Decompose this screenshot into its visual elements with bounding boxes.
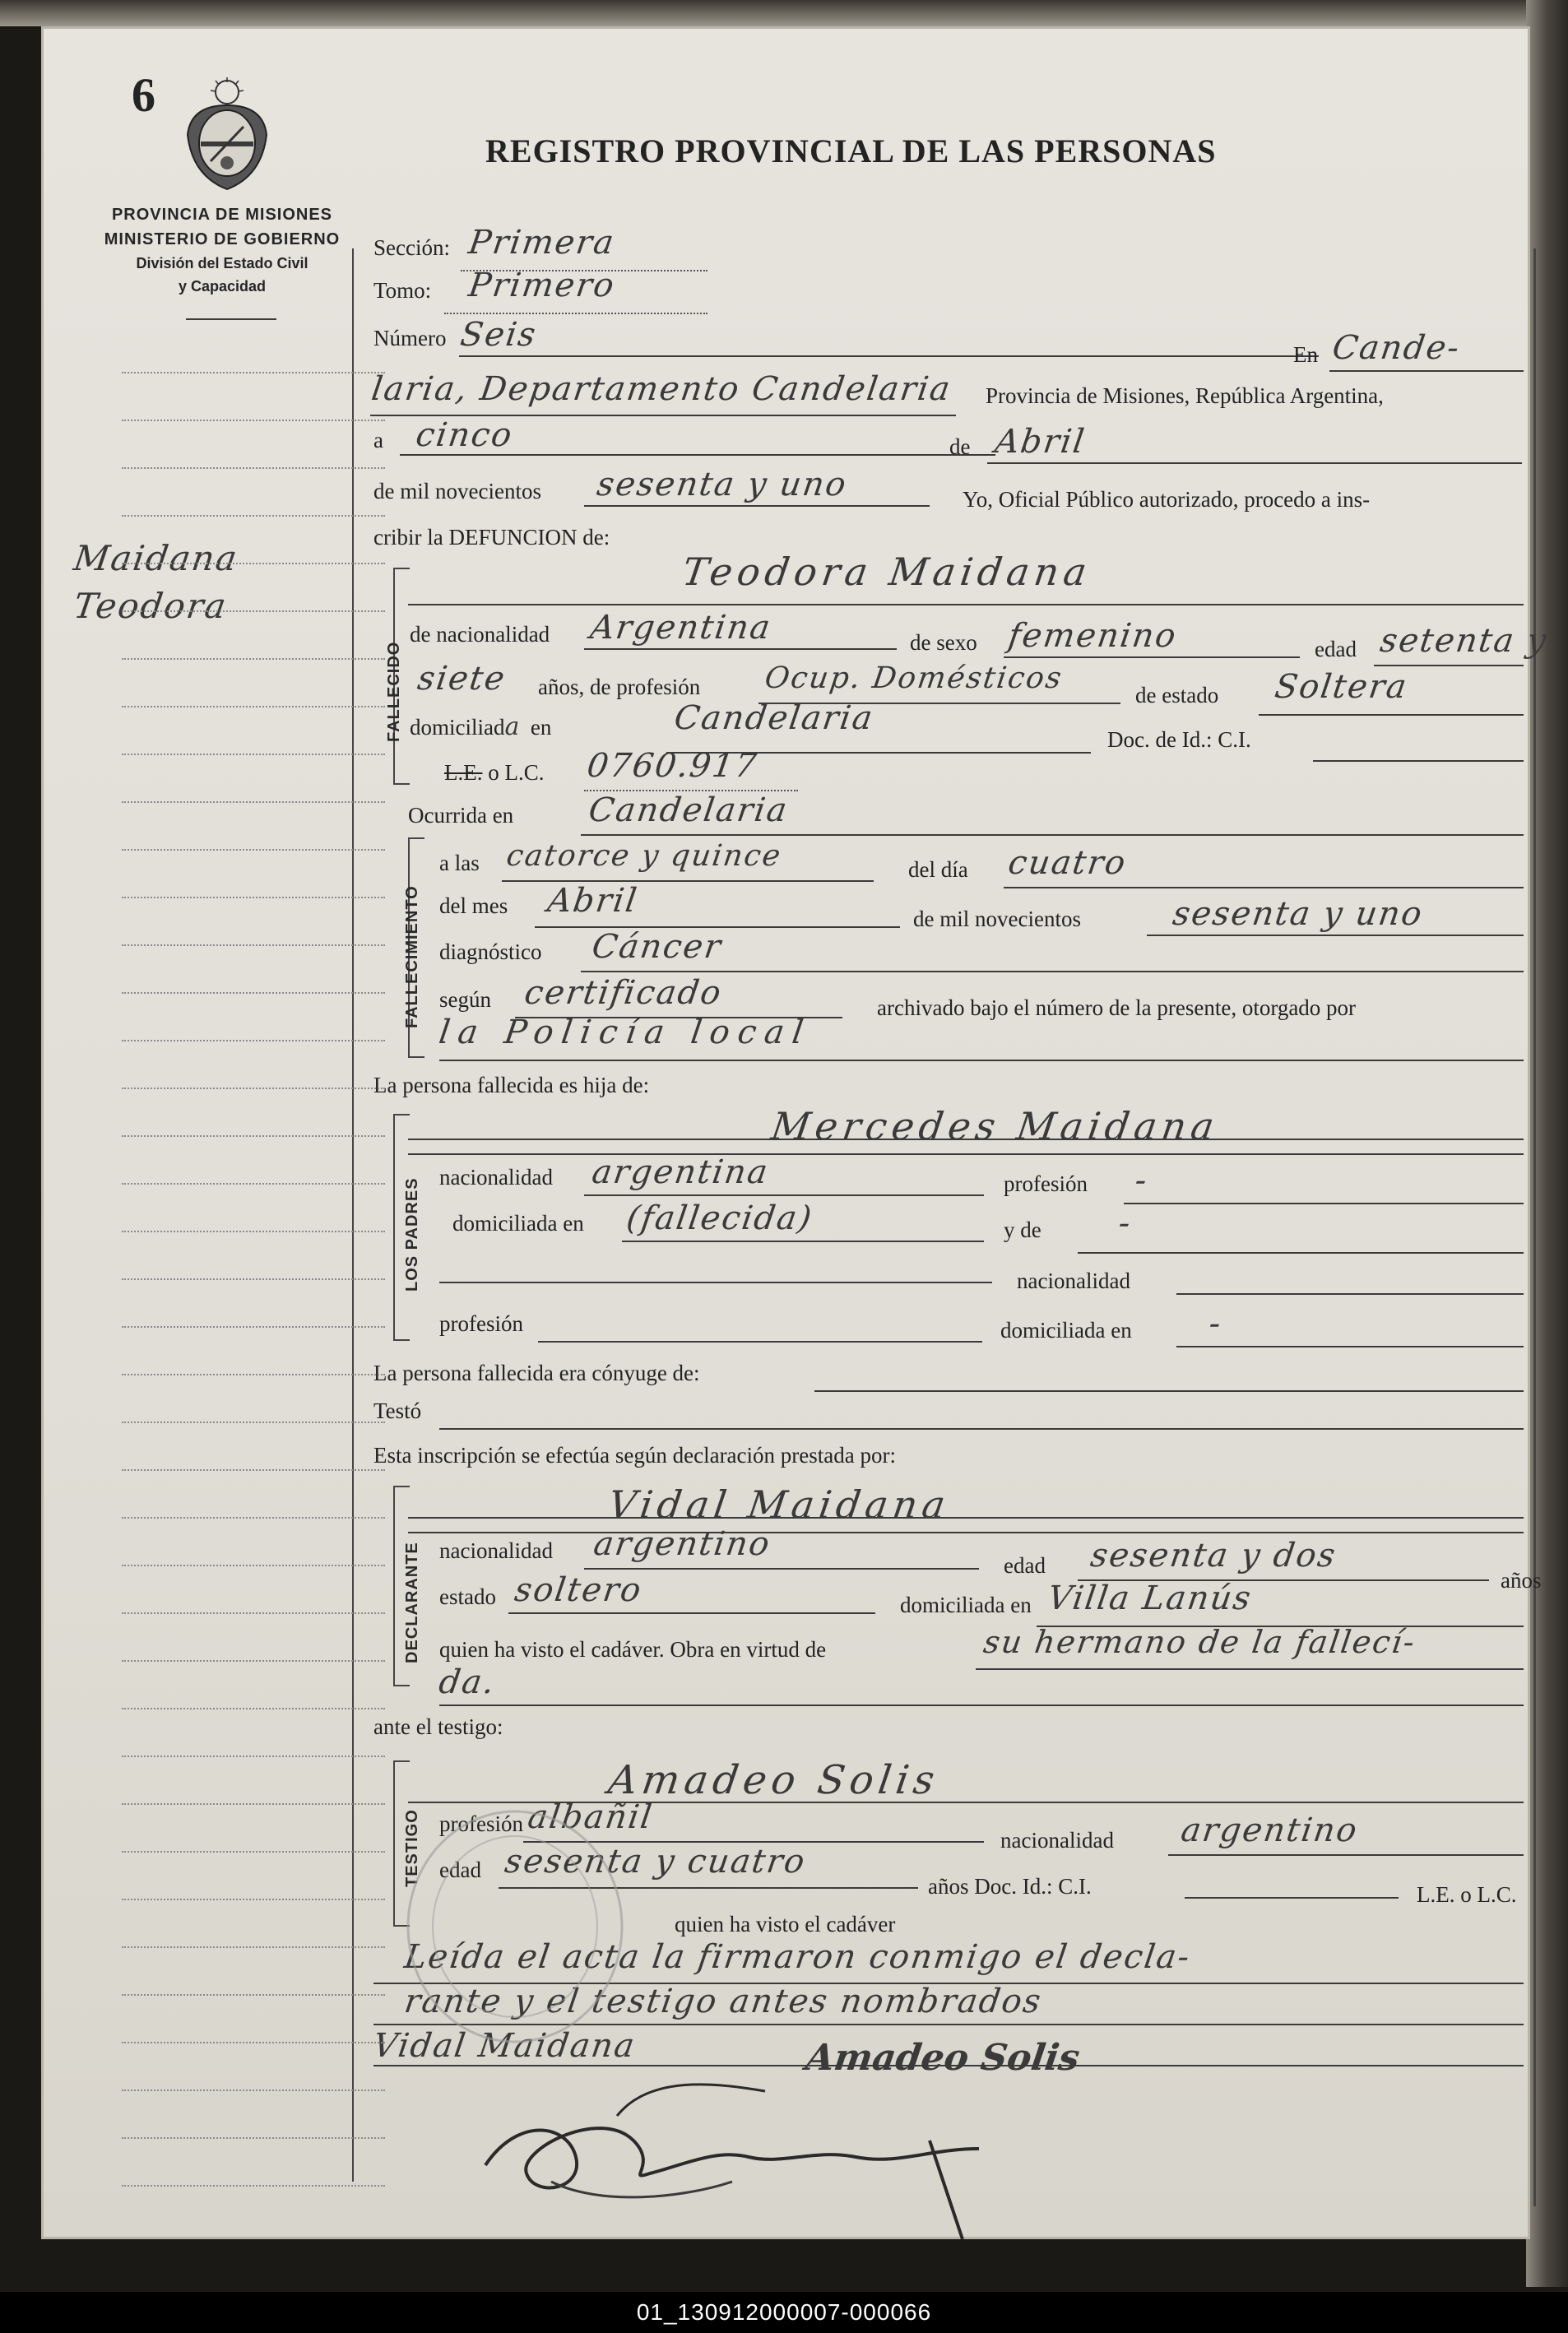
mes-line xyxy=(987,462,1522,464)
madre-nac-line xyxy=(584,1194,984,1196)
del-mes-label: del mes xyxy=(439,893,508,918)
decl-dom-value: Villa Lanús xyxy=(1045,1579,1255,1617)
book-spine xyxy=(1526,0,1568,2287)
margin-ruled-line xyxy=(122,1326,385,1328)
numero-label: Número xyxy=(373,326,447,350)
padre-dom-label: domiciliada en xyxy=(1000,1318,1132,1343)
dia-line xyxy=(400,454,995,456)
segun-label: según xyxy=(439,987,491,1012)
padre-prof-line xyxy=(538,1341,982,1343)
sexo-value: femenino xyxy=(1005,617,1180,655)
domiciliad-label xyxy=(410,712,551,741)
obra-value-b: da. xyxy=(436,1663,499,1701)
decl-edad-value: sesenta y dos xyxy=(1088,1537,1339,1575)
margin-ruled-line xyxy=(122,1517,385,1519)
doc-id-label: Doc. de Id.: C.I. xyxy=(1107,727,1251,752)
ocurrida-line xyxy=(581,834,1524,836)
diagnostico-label: diagnóstico xyxy=(439,939,542,964)
nacionalidad-line xyxy=(584,648,897,650)
edad-value-b: siete xyxy=(415,660,508,698)
anos-profesion-label: años, de profesión xyxy=(538,675,701,699)
y-de-label: y de xyxy=(1004,1218,1041,1242)
profesion-value: Ocup. Domésticos xyxy=(763,661,1065,695)
estado-value: Soltera xyxy=(1272,668,1411,706)
sexo-line xyxy=(1004,656,1300,658)
margin-note-surname: Maidana xyxy=(71,538,241,578)
margin-ruled-line xyxy=(122,897,385,898)
margin-ruled-line xyxy=(122,754,385,755)
ocurrida-value: Candelaria xyxy=(586,791,791,829)
office-block xyxy=(90,202,354,298)
mes-value: Abril xyxy=(992,423,1088,461)
margin-ruled-line xyxy=(122,2042,385,2043)
domiciliad-text: domiciliad xyxy=(410,715,505,740)
office-line-2: MINISTERIO DE GOBIERNO xyxy=(104,230,341,248)
estado-label: de estado xyxy=(1135,683,1219,707)
margin-ruled-line xyxy=(122,1278,385,1280)
madre-dom-line xyxy=(622,1241,984,1242)
image-id-footer: 01_130912000007-000066 xyxy=(0,2292,1568,2333)
office-underline xyxy=(186,318,276,320)
decl-nac-value: argentino xyxy=(591,1525,773,1563)
margin-ruled-line xyxy=(122,610,385,612)
en-label: En xyxy=(1293,342,1318,367)
inscribir-label: cribir la DEFUNCION de: xyxy=(373,525,610,550)
domicilio-value: Candelaria xyxy=(671,699,877,737)
margin-ruled-line xyxy=(122,1040,385,1041)
lugar-value: laria, Departamento Candelaria xyxy=(369,370,954,408)
estado-line xyxy=(1259,714,1524,716)
margin-ruled-line xyxy=(122,849,385,851)
numero-line xyxy=(459,355,1319,357)
decl-estado-line xyxy=(508,1612,875,1614)
le-lc-label xyxy=(444,760,545,786)
padre-nombre: - xyxy=(1116,1204,1134,1242)
margin-ruled-line xyxy=(122,801,385,803)
anio-fall-line xyxy=(1147,935,1524,936)
padre-line xyxy=(1078,1252,1524,1254)
decl-nac-line xyxy=(584,1568,979,1570)
office-line-3: División del Estado Civil xyxy=(136,255,308,271)
obra-line-b xyxy=(439,1705,1524,1706)
edad-label: edad xyxy=(1315,637,1357,661)
padre-nac-label: nacionalidad xyxy=(1017,1269,1130,1293)
mes-fall-value: Abril xyxy=(545,882,641,920)
de-label: de xyxy=(949,434,971,459)
margin-ruled-line xyxy=(122,1374,385,1375)
de-mil-label: de mil novecientos xyxy=(373,479,541,503)
decl-estado-value: soltero xyxy=(512,1571,645,1609)
test-prof-label: profesión xyxy=(439,1811,523,1836)
padre-dom-line xyxy=(1176,1346,1524,1347)
decl-edad-label: edad xyxy=(1004,1553,1046,1578)
nacionalidad-value: Argentina xyxy=(587,609,774,647)
madre-prof-label: profesión xyxy=(1004,1171,1088,1196)
conyuge-label: La persona fallecida era cónyuge de: xyxy=(373,1361,700,1385)
test-prof-value: albañil xyxy=(525,1798,656,1836)
test-nac-label: nacionalidad xyxy=(1000,1828,1114,1853)
decl-dom-label: domiciliada en xyxy=(900,1593,1032,1617)
madre-nac-value: argentina xyxy=(589,1153,772,1191)
test-doc-line xyxy=(1185,1897,1399,1899)
otorgado-value: la Policía local xyxy=(436,1013,814,1051)
doc-id-line xyxy=(1313,760,1524,762)
le-strike: L.E. xyxy=(444,760,483,785)
margin-ruled-line xyxy=(122,1899,385,1900)
a-las-label: a las xyxy=(439,851,480,875)
cierre-line-3: Vidal Maidana xyxy=(370,2027,638,2065)
fallecimiento-label: FALLECIMIENTO xyxy=(403,885,421,1028)
margin-ruled-line xyxy=(122,1994,385,1996)
test-doc-label: años Doc. Id.: C.I. xyxy=(928,1874,1092,1899)
test-edad-value: sesenta y cuatro xyxy=(502,1843,809,1881)
margin-ruled-line xyxy=(122,1756,385,1757)
anio-line xyxy=(584,505,930,507)
frame-left-border xyxy=(352,248,354,2182)
hora-value: catorce y quince xyxy=(504,839,784,873)
dia-fall-value: cuatro xyxy=(1005,844,1130,882)
margin-ruled-line xyxy=(122,1088,385,1089)
dia-value: cinco xyxy=(413,416,516,454)
madre-prof-line xyxy=(1124,1203,1524,1204)
tomo-dots xyxy=(444,313,707,314)
office-line-1: PROVINCIA DE MISIONES xyxy=(111,206,333,224)
test-nac-value: argentino xyxy=(1178,1811,1361,1849)
provincia-label: Provincia de Misiones, República Argentina, xyxy=(986,383,1384,408)
register-page xyxy=(41,26,1551,2239)
margin-ruled-line xyxy=(122,420,385,421)
testo-line xyxy=(439,1428,1524,1430)
margin-ruled-line xyxy=(122,372,385,373)
oficial-label: Yo, Oficial Público autorizado, procedo a ins- xyxy=(963,487,1371,512)
margin-ruled-line xyxy=(122,515,385,517)
cierre-line-1: Leída el acta la firmaron conmigo el decla- xyxy=(401,1938,1194,1976)
declarante-label: DECLARANTE xyxy=(403,1542,421,1663)
en-lower-label: en xyxy=(530,715,552,740)
edad-value-a: setenta y xyxy=(1377,622,1551,660)
ante-testigo-label: ante el testigo: xyxy=(373,1714,503,1739)
madre-nombre: Mercedes Maidana xyxy=(768,1104,1222,1148)
decl-estado-label: estado xyxy=(439,1584,496,1609)
padre-nac-line xyxy=(1176,1293,1524,1295)
lc-numero-value: 0760.917 xyxy=(584,747,761,785)
conyuge-line xyxy=(814,1390,1524,1392)
anio-value: sesenta y uno xyxy=(594,466,850,503)
segun-value: certificado xyxy=(522,974,725,1012)
lc-label: o L.C. xyxy=(482,760,545,785)
declaracion-label: Esta inscripción se efectúa según declaración prestada por: xyxy=(373,1443,896,1468)
madre-line-1 xyxy=(408,1139,1524,1140)
dia-fall-line xyxy=(1004,887,1524,888)
declarante-nombre: Vidal Maidana xyxy=(605,1482,953,1527)
tomo-value: Primero xyxy=(466,267,618,304)
madre-prof-value: - xyxy=(1132,1162,1151,1199)
del-dia-label: del día xyxy=(908,857,968,882)
test-le-lc-label: L.E. o L.C. xyxy=(1417,1882,1517,1907)
margin-ruled-line xyxy=(122,992,385,994)
margin-ruled-line xyxy=(122,1660,385,1662)
page-number: 6 xyxy=(132,68,155,122)
test-nac-line xyxy=(1168,1854,1524,1856)
seccion-value: Primera xyxy=(466,224,618,262)
testigo-nombre: Amadeo Solis xyxy=(605,1757,943,1803)
margin-ruled-line xyxy=(122,2137,385,2139)
top-strip xyxy=(0,0,1568,26)
fallecido-nombre: Teodora Maidana xyxy=(680,550,1095,594)
madre-nac-label: nacionalidad xyxy=(439,1165,553,1190)
padre-dom-value: - xyxy=(1206,1305,1225,1343)
official-seal xyxy=(400,1803,630,2050)
quien-visto-label: quien ha visto el cadáver. Obra en virtud de xyxy=(439,1637,827,1662)
margin-ruled-line xyxy=(122,1946,385,1948)
office-line-4: y Capacidad xyxy=(178,278,267,295)
margin-ruled-line xyxy=(122,658,385,660)
obra-value-a: su hermano de la fallecí- xyxy=(981,1624,1418,1660)
margin-ruled-line xyxy=(122,1708,385,1709)
decl-nac-label: nacionalidad xyxy=(439,1538,553,1563)
quien-visto2-label: quien ha visto el cadáver xyxy=(675,1912,896,1936)
numero-value: Seis xyxy=(457,316,540,354)
diagnostico-value: Cáncer xyxy=(589,928,725,966)
margin-ruled-line xyxy=(122,1469,385,1471)
margin-ruled-line xyxy=(122,1565,385,1566)
margin-ruled-line xyxy=(122,706,385,707)
declarante-line-2 xyxy=(408,1532,1524,1533)
decl-anos-label: años xyxy=(1501,1568,1542,1593)
anio-fall-value: sesenta y uno xyxy=(1170,895,1426,933)
margin-ruled-line xyxy=(122,1851,385,1853)
padres-label: LOS PADRES xyxy=(403,1177,421,1292)
madre-line-2 xyxy=(408,1153,1524,1155)
en-line xyxy=(1329,370,1524,372)
archivado-label: archivado bajo el número de la presente, otorgado por xyxy=(877,995,1357,1020)
de-mil2-label: de mil novecientos xyxy=(913,907,1081,931)
madre-dom-value: (fallecida) xyxy=(624,1199,816,1237)
margin-ruled-line xyxy=(122,1803,385,1805)
tomo-label: Tomo: xyxy=(373,278,432,303)
sexo-label: de sexo xyxy=(910,630,977,655)
fallecido-label: FALLECIDO xyxy=(385,641,403,742)
margin-ruled-line xyxy=(122,467,385,469)
obra-line-a xyxy=(976,1668,1524,1670)
margin-ruled-line xyxy=(122,2089,385,2091)
domiciliad-suffix: a xyxy=(504,712,520,741)
margin-ruled-line xyxy=(122,1422,385,1423)
signature-scribbles xyxy=(469,2058,1094,2247)
margin-ruled-line xyxy=(122,944,385,946)
margin-note-name: Teodora xyxy=(71,586,230,626)
madre-dom-label: domiciliada en xyxy=(452,1211,584,1236)
padre-line-2 xyxy=(439,1282,992,1283)
ocurrida-label: Ocurrida en xyxy=(408,803,514,828)
margin-ruled-line xyxy=(122,2185,385,2187)
a-label: a xyxy=(373,428,383,452)
en-value: Cande- xyxy=(1329,329,1464,367)
edad-line xyxy=(1374,665,1524,666)
page-title: REGISTRO PROVINCIAL DE LAS PERSONAS xyxy=(485,132,1217,169)
testigo-label: TESTIGO xyxy=(403,1809,421,1887)
cierre-line-2: rante y el testigo antes nombrados xyxy=(401,1983,1045,2020)
declarante-line-1 xyxy=(408,1517,1524,1519)
diagnostico-line xyxy=(581,971,1524,972)
firma-testigo: Amadeo Solis xyxy=(803,2037,1083,2079)
margin-ruled-line xyxy=(122,1183,385,1185)
margin-ruled-line xyxy=(122,563,385,564)
margin-ruled-line xyxy=(122,1612,385,1614)
frame-right-border xyxy=(1533,248,1536,2206)
margin-ruled-line xyxy=(122,1231,385,1232)
coat-of-arms-icon xyxy=(179,77,275,192)
nacionalidad-label: de nacionalidad xyxy=(410,622,550,647)
padre-prof-label: profesión xyxy=(439,1311,523,1336)
hija-de-label: La persona fallecida es hija de: xyxy=(373,1073,650,1097)
margin-ruled-line xyxy=(122,1135,385,1137)
nombre-line xyxy=(408,604,1524,605)
seccion-label: Sección: xyxy=(373,235,450,260)
testo-label: Testó xyxy=(373,1398,422,1423)
test-edad-label: edad xyxy=(439,1858,481,1882)
otorgado-line xyxy=(439,1060,1524,1061)
